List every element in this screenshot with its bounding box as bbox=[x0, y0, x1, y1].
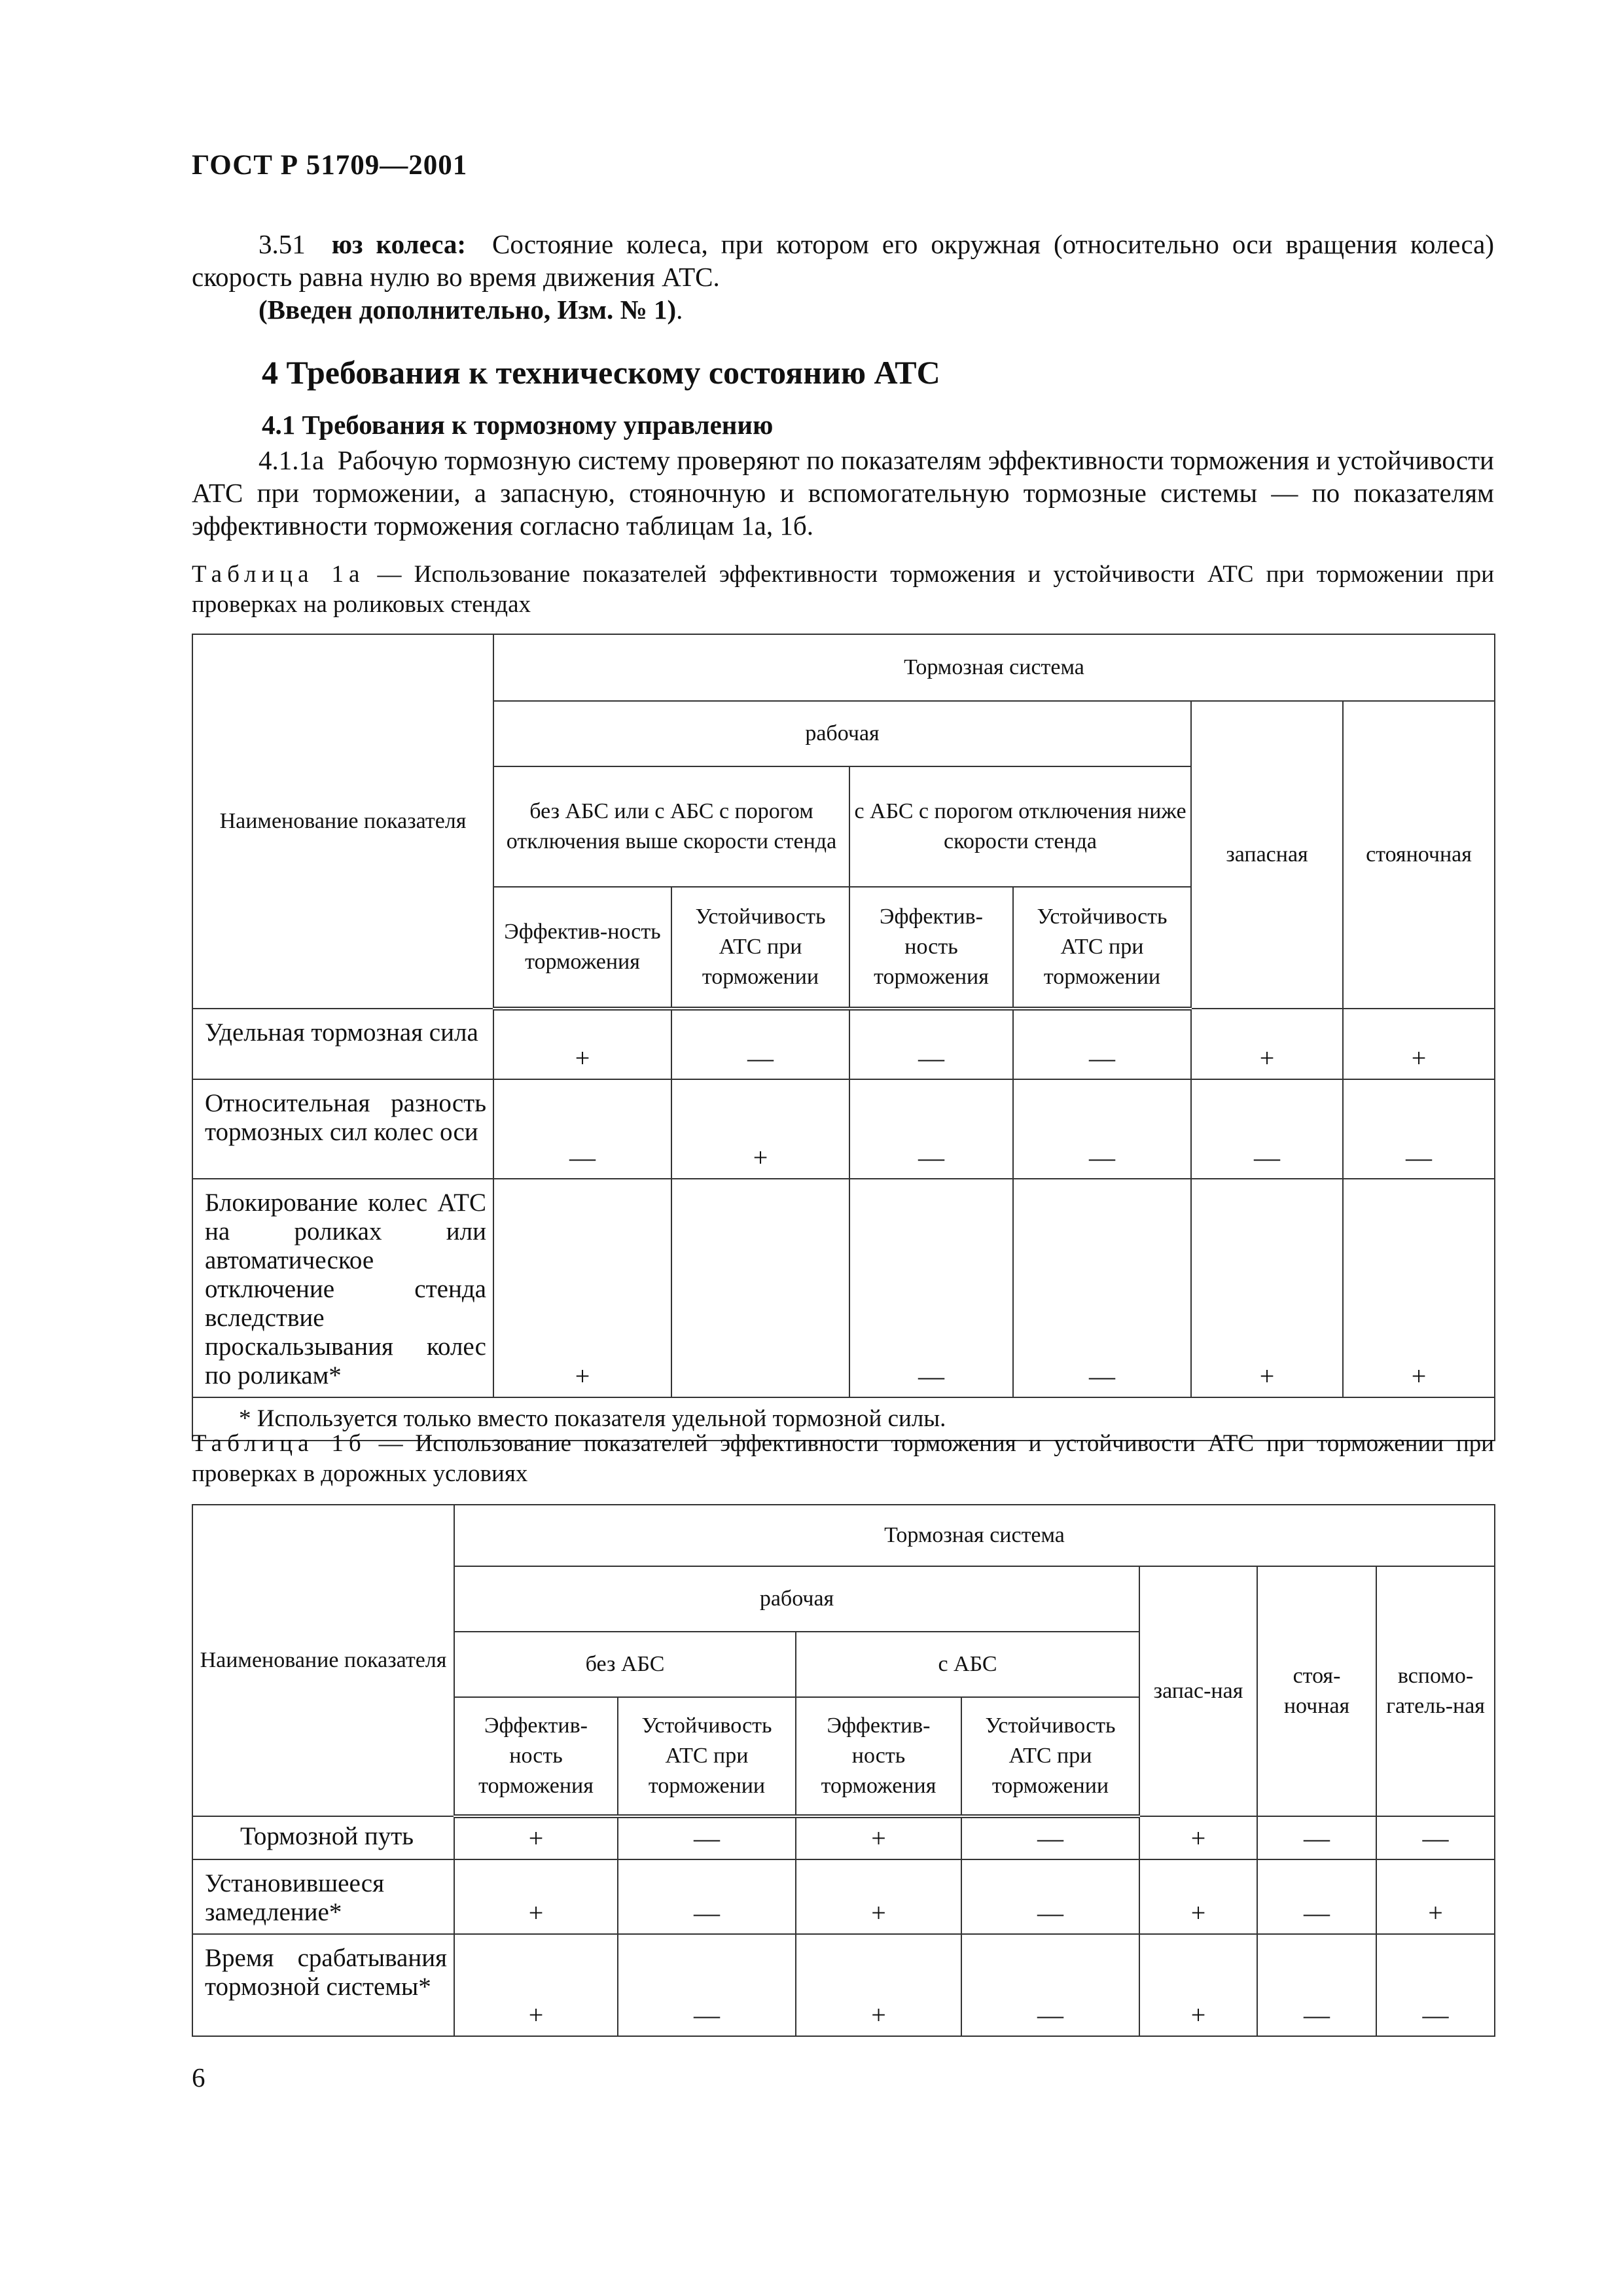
cell-value: + bbox=[1376, 1859, 1495, 1934]
col-header-reserve: запас-ная bbox=[1139, 1566, 1257, 1816]
cell-value: — bbox=[1257, 1859, 1376, 1934]
table-row bbox=[192, 1179, 1495, 1397]
cell-value bbox=[671, 1179, 849, 1397]
cell-value: + bbox=[493, 1009, 671, 1079]
amendment-note-line: (Введен дополнительно, Изм. № 1). bbox=[259, 295, 683, 325]
cell-value: — bbox=[1257, 1934, 1376, 2036]
table-1b-caption bbox=[192, 1429, 1494, 1489]
row-label: Установившееся замедление* bbox=[192, 1859, 454, 1934]
col-header-group-no-abs: без АБС или с АБС с порогом отключения выше скорости стенда bbox=[493, 766, 849, 887]
col-header-working: рабочая bbox=[493, 701, 1191, 766]
cell-value: — bbox=[1013, 1079, 1191, 1179]
cell-value: — bbox=[961, 1859, 1139, 1934]
col-header-parking: стояночная bbox=[1343, 701, 1495, 1009]
col-header-reserve: запасная bbox=[1191, 701, 1343, 1009]
col-header-indicator: Наименование показателя bbox=[192, 1505, 454, 1816]
cell-value: — bbox=[849, 1079, 1013, 1179]
col-header-indicator: Наименование показателя bbox=[192, 634, 493, 1009]
row-label: Время срабатывания тормозной системы* bbox=[192, 1934, 454, 2036]
row-label: Тормозной путь bbox=[192, 1816, 454, 1859]
table-row bbox=[192, 1859, 1495, 1934]
cell-value: — bbox=[671, 1009, 849, 1079]
definition-3-51 bbox=[192, 228, 1494, 293]
table-row bbox=[192, 1934, 1495, 2036]
cell-value: + bbox=[493, 1179, 671, 1397]
cell-value: — bbox=[1191, 1079, 1343, 1179]
cell-value: — bbox=[1013, 1009, 1191, 1079]
col-header-brake-system: Тормозная система bbox=[493, 634, 1495, 701]
table-1a bbox=[192, 634, 1495, 1441]
col-header-stability: Устойчивость АТС при торможении bbox=[671, 887, 849, 1009]
paragraph-number: 4.1.1а bbox=[259, 445, 325, 475]
col-header-group-no-abs: без АБС bbox=[454, 1632, 796, 1697]
cell-value: — bbox=[1376, 1816, 1495, 1859]
definition-number: 3.51 bbox=[259, 229, 306, 259]
cell-value: — bbox=[849, 1009, 1013, 1079]
paragraph-text: Рабочую тормозную систему проверяют по показателям эффективности торможения и устойчивости АТС при торможении, а запасную, стояночную и вспомогательную тормозные системы — по показателям эффективности торможения согласно таблицам 1а, 1б. bbox=[192, 445, 1494, 541]
cell-value: + bbox=[671, 1079, 849, 1179]
cell-value: + bbox=[1139, 1859, 1257, 1934]
col-header-efficiency: Эффектив-ность торможения bbox=[454, 1697, 618, 1816]
table-1b bbox=[192, 1504, 1495, 2037]
cell-value: + bbox=[454, 1816, 618, 1859]
cell-value: — bbox=[1257, 1816, 1376, 1859]
cell-value: — bbox=[961, 1816, 1139, 1859]
table-row bbox=[192, 1816, 1495, 1859]
definition-term: юз колеса: bbox=[331, 229, 467, 259]
page-number: 6 bbox=[192, 2062, 205, 2092]
col-header-stability: Устойчивость АТС при торможении bbox=[1013, 887, 1191, 1009]
col-header-auxiliary: вспомо-гатель-ная bbox=[1376, 1566, 1495, 1816]
cell-value: + bbox=[796, 1859, 961, 1934]
cell-value: — bbox=[1376, 1934, 1495, 2036]
cell-value: — bbox=[493, 1079, 671, 1179]
cell-value: + bbox=[454, 1859, 618, 1934]
section-4-title: 4 Требования к техническому состоянию АТС bbox=[262, 354, 940, 391]
document-header: ГОСТ Р 51709—2001 bbox=[192, 150, 468, 181]
table-1a-footnote: * Используется только вместо показателя удельной тормозной силы. bbox=[192, 1397, 1495, 1441]
col-header-group-abs: с АБС bbox=[796, 1632, 1139, 1697]
amendment-note: (Введен дополнительно, Изм. № 1) bbox=[259, 295, 677, 325]
col-header-stability: Устойчивость АТС при торможении bbox=[961, 1697, 1139, 1816]
cell-value: — bbox=[618, 1816, 796, 1859]
cell-value: + bbox=[1343, 1009, 1495, 1079]
table-1b-label: Таблица 1б bbox=[192, 1430, 366, 1457]
cell-value: + bbox=[1191, 1179, 1343, 1397]
cell-value: + bbox=[1343, 1179, 1495, 1397]
table-row bbox=[192, 1009, 1495, 1079]
cell-value: + bbox=[1139, 1816, 1257, 1859]
col-header-parking: стоя-ночная bbox=[1257, 1566, 1376, 1816]
cell-value: + bbox=[796, 1934, 961, 2036]
row-label: Удельная тормозная сила bbox=[192, 1009, 493, 1079]
cell-value: — bbox=[961, 1934, 1139, 2036]
table-1a-label: Таблица 1а bbox=[192, 561, 365, 588]
table-1b-caption-text: — Использование показателей эффективности торможения и устойчивости АТС при торможении при проверках в дорожных условиях bbox=[192, 1430, 1495, 1487]
paragraph-4-1-1a bbox=[192, 444, 1494, 542]
cell-value: — bbox=[618, 1934, 796, 2036]
section-4-1-title: 4.1 Требования к тормозному управлению bbox=[262, 410, 774, 440]
col-header-working: рабочая bbox=[454, 1566, 1139, 1632]
cell-value: — bbox=[849, 1179, 1013, 1397]
col-header-efficiency: Эффектив-ность торможения bbox=[796, 1697, 961, 1816]
cell-value: + bbox=[1191, 1009, 1343, 1079]
cell-value: + bbox=[454, 1934, 618, 2036]
row-label: Блокирование колес АТС на роликах или автоматическое отключение стенда вследствие проскальзывания колес по роликам* bbox=[192, 1179, 493, 1397]
table-1a-caption bbox=[192, 560, 1494, 620]
cell-value: + bbox=[796, 1816, 961, 1859]
row-label: Относительная разность тормозных сил колес оси bbox=[192, 1079, 493, 1179]
table-1a-caption-text: — Использование показателей эффективности торможения и устойчивости АТС при торможении при проверках на роликовых стендах bbox=[192, 561, 1494, 618]
col-header-brake-system: Тормозная система bbox=[454, 1505, 1495, 1566]
cell-value: + bbox=[1139, 1934, 1257, 2036]
cell-value: — bbox=[1343, 1079, 1495, 1179]
table-row bbox=[192, 1079, 1495, 1179]
col-header-group-abs: с АБС с порогом отключения ниже скорости стенда bbox=[849, 766, 1191, 887]
col-header-stability: Устойчивость АТС при торможении bbox=[618, 1697, 796, 1816]
definition-text: Состояние колеса, при котором его окружная (относительно оси вращения колеса) скорость равна нулю во время движения АТС. bbox=[192, 229, 1495, 292]
col-header-efficiency: Эффектив-ность торможения bbox=[493, 887, 671, 1009]
cell-value: — bbox=[1013, 1179, 1191, 1397]
cell-value: — bbox=[618, 1859, 796, 1934]
col-header-efficiency: Эффектив-ность торможения bbox=[849, 887, 1013, 1009]
